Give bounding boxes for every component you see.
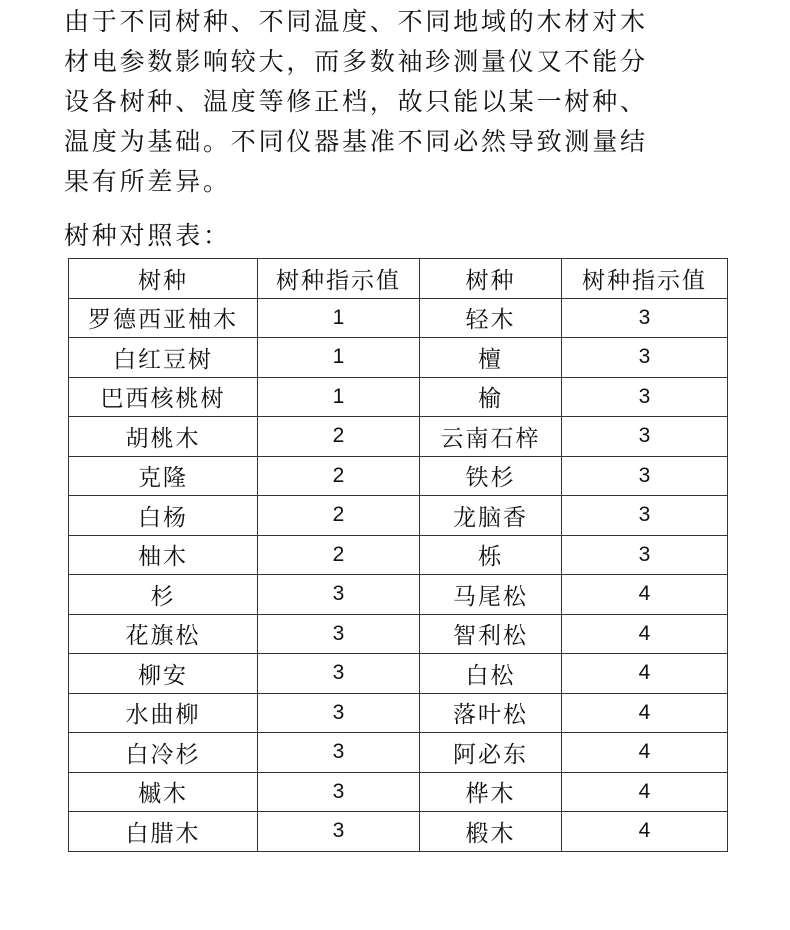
- species-name-right: 白松: [420, 654, 562, 694]
- table-title: 树种对照表：: [64, 221, 231, 250]
- table-row: [69, 812, 728, 852]
- indicator-value-right: 3: [562, 377, 728, 417]
- species-name-right: 椴木: [420, 812, 562, 852]
- intro-paragraph: [64, 2, 744, 202]
- indicator-value-left: 2: [258, 417, 420, 457]
- species-name-left: 罗德西亚柚木: [69, 298, 258, 338]
- indicator-value-left: 3: [258, 733, 420, 773]
- header-species-left: 树种: [69, 259, 258, 299]
- indicator-value-left: 2: [258, 496, 420, 536]
- table-row: [69, 338, 728, 378]
- indicator-value-right: 3: [562, 456, 728, 496]
- table-row: [69, 654, 728, 694]
- species-name-right: 马尾松: [420, 575, 562, 615]
- table-body: [69, 298, 728, 851]
- species-name-left: 花旗松: [69, 614, 258, 654]
- indicator-value-left: 1: [258, 377, 420, 417]
- indicator-value-right: 3: [562, 496, 728, 536]
- species-name-left: 杉: [69, 575, 258, 615]
- header-value-left: 树种指示值: [258, 259, 420, 299]
- species-table: [68, 258, 728, 852]
- header-value-right: 树种指示值: [562, 259, 728, 299]
- species-name-left: 槭木: [69, 772, 258, 812]
- table-row: [69, 298, 728, 338]
- species-name-left: 白冷杉: [69, 733, 258, 773]
- species-name-right: 檀: [420, 338, 562, 378]
- species-name-left: 柳安: [69, 654, 258, 694]
- species-name-right: 龙脑香: [420, 496, 562, 536]
- species-name-left: 柚木: [69, 535, 258, 575]
- intro-line: 由于不同树种、不同温度、不同地域的木材对木: [64, 7, 648, 36]
- indicator-value-right: 3: [562, 535, 728, 575]
- indicator-value-left: 1: [258, 298, 420, 338]
- indicator-value-right: 3: [562, 338, 728, 378]
- species-name-left: 巴西核桃树: [69, 377, 258, 417]
- indicator-value-left: 3: [258, 654, 420, 694]
- table-row: [69, 456, 728, 496]
- indicator-value-left: 3: [258, 693, 420, 733]
- indicator-value-right: 3: [562, 298, 728, 338]
- header-species-right: 树种: [420, 259, 562, 299]
- table-row: [69, 535, 728, 575]
- table-row: [69, 693, 728, 733]
- indicator-value-left: 2: [258, 535, 420, 575]
- species-name-left: 白红豆树: [69, 338, 258, 378]
- table-row: [69, 575, 728, 615]
- indicator-value-right: 4: [562, 575, 728, 615]
- species-name-right: 轻木: [420, 298, 562, 338]
- species-name-right: 落叶松: [420, 693, 562, 733]
- indicator-value-left: 3: [258, 614, 420, 654]
- species-name-right: 云南石梓: [420, 417, 562, 457]
- table-row: [69, 614, 728, 654]
- indicator-value-right: 4: [562, 654, 728, 694]
- species-name-right: 铁杉: [420, 456, 562, 496]
- table-row: [69, 733, 728, 773]
- species-name-left: 水曲柳: [69, 693, 258, 733]
- indicator-value-left: 2: [258, 456, 420, 496]
- indicator-value-right: 4: [562, 772, 728, 812]
- indicator-value-right: 3: [562, 417, 728, 457]
- species-name-right: 栎: [420, 535, 562, 575]
- indicator-value-right: 4: [562, 693, 728, 733]
- intro-line: 温度为基础。不同仪器基准不同必然导致测量结: [64, 127, 648, 156]
- species-name-left: 白腊木: [69, 812, 258, 852]
- intro-line: 设各树种、温度等修正档，故只能以某一树种、: [64, 87, 648, 116]
- intro-line: 材电参数影响较大，而多数袖珍测量仪又不能分: [64, 47, 648, 76]
- intro-line: 果有所差异。: [64, 167, 231, 196]
- indicator-value-right: 4: [562, 733, 728, 773]
- indicator-value-left: 3: [258, 772, 420, 812]
- species-name-right: 桦木: [420, 772, 562, 812]
- species-name-right: 榆: [420, 377, 562, 417]
- table-row: [69, 496, 728, 536]
- species-name-right: 阿必东: [420, 733, 562, 773]
- indicator-value-right: 4: [562, 812, 728, 852]
- table-row: [69, 377, 728, 417]
- indicator-value-left: 3: [258, 812, 420, 852]
- indicator-value-left: 1: [258, 338, 420, 378]
- indicator-value-left: 3: [258, 575, 420, 615]
- table-row: [69, 772, 728, 812]
- table-row: [69, 417, 728, 457]
- species-name-left: 胡桃木: [69, 417, 258, 457]
- species-name-right: 智利松: [420, 614, 562, 654]
- indicator-value-right: 4: [562, 614, 728, 654]
- species-name-left: 克隆: [69, 456, 258, 496]
- species-name-left: 白杨: [69, 496, 258, 536]
- table-header-row: [69, 259, 728, 299]
